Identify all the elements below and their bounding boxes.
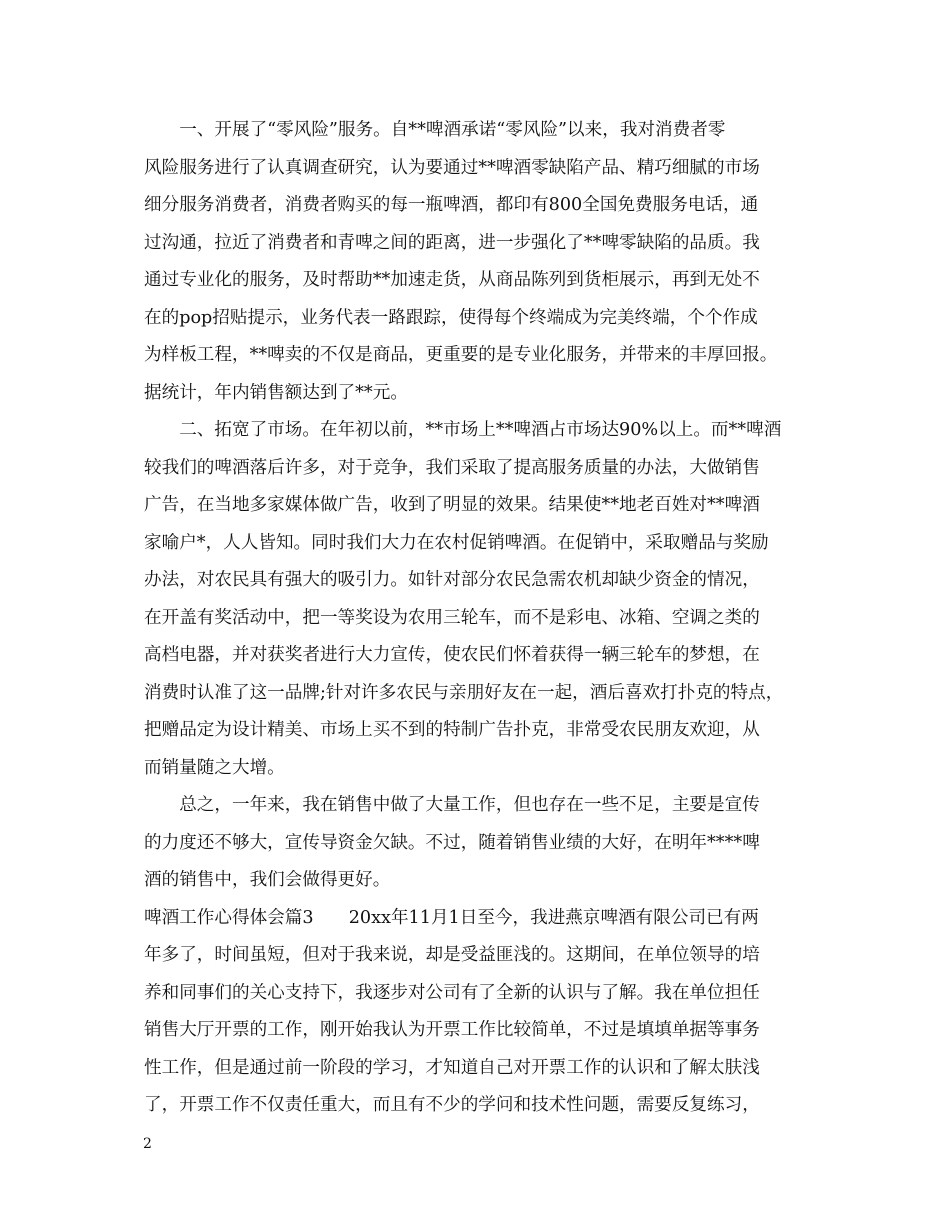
text-line: 的力度还不够大，宣传导资金欠缺。不过，随着销售业绩的大好，在明年****啤 [144, 832, 760, 853]
text-line: 养和同事们的关心支持下，我逐步对公司有了全新的认识与了解。我在单位担任 [144, 982, 760, 1003]
text-line: 而销量随之大增。 [144, 757, 285, 778]
text-line: 细分服务消费者，消费者购买的每一瓶啤酒，都印有800全国免费服务电话，通 [144, 195, 759, 215]
text-line: 在的pop招贴提示，业务代表一路跟踪，使得每个终端成为完美终端，个个作成 [144, 307, 758, 328]
text-line: 啤酒工作心得体会篇3 20xx年11月1日至今，我进燕京啤酒有限公司已有两 [144, 907, 759, 928]
text-line: 把赠品定为设计精美、市场上买不到的特制广告扑克，非常受农民朋友欢迎，从 [144, 720, 760, 740]
text-line: 酒的销售中，我们会做得更好。 [144, 870, 391, 890]
text-line: 在开盖有奖活动中，把一等奖设为农用三轮车，而不是彩电、冰箱、空调之类的 [144, 607, 760, 628]
text-line: 一、开展了“零风险”服务。自**啤酒承诺“零风险”以来，我对消费者零 [144, 120, 726, 140]
text-line: 高档电器，并对获奖者进行大力宣传，使农民们怀着获得一辆三轮车的梦想，在 [144, 645, 760, 665]
text-line: 通过专业化的服务，及时帮助**加速走货，从商品陈列到货柜展示，再到无处不 [144, 270, 760, 290]
text-line: 二、拓宽了市场。在年初以前，**市场上**啤酒占市场达90%以上。而**啤酒 [144, 420, 782, 440]
page-number: 2 [143, 1136, 152, 1152]
document-body [144, 112, 824, 1125]
text-line: 年多了，时间虽短，但对于我来说，却是受益匪浅的。这期间，在单位领导的培 [144, 945, 760, 965]
text-line: 家喻户*，人人皆知。同时我们大力在农村促销啤酒。在促销中，采取赠品与奖励 [144, 532, 769, 553]
text-line: 过沟通，拉近了消费者和青啤之间的距离，进一步强化了**啤零缺陷的品质。我 [144, 232, 760, 253]
text-line: 了，开票工作不仅责任重大，而且有不少的学问和技术性问题，需要反复练习， [144, 1095, 760, 1115]
text-line: 性工作，但是通过前一阶段的学习，才知道自己对开票工作的认识和了解太肤浅 [144, 1057, 760, 1078]
text-line: 较我们的啤酒落后许多，对于竞争，我们采取了提高服务质量的办法，大做销售 [144, 457, 760, 478]
text-line: 为样板工程，**啤卖的不仅是商品，更重要的是专业化服务，并带来的丰厚回报。 [144, 345, 778, 365]
text-line: 总之，一年来，我在销售中做了大量工作，但也存在一些不足，主要是宣传 [144, 795, 760, 815]
text-line: 广告，在当地多家媒体做广告，收到了明显的效果。结果使**地老百姓对**啤酒 [144, 495, 760, 515]
text-line: 办法，对农民具有强大的吸引力。如针对部分农民急需农机却缺少资金的情况， [144, 570, 760, 590]
text-line: 销售大厅开票的工作，刚开始我认为开票工作比较简单，不过是填填单据等事务 [144, 1020, 760, 1040]
text-line: 风险服务进行了认真调查研究，认为要通过**啤酒零缺陷产品、精巧细腻的市场 [144, 157, 760, 178]
text-line: 消费时认准了这一品牌;针对许多农民与亲朋好友在一起，酒后喜欢打扑克的特点， [144, 682, 784, 703]
text-line: 据统计，年内销售额达到了**元。 [144, 382, 408, 403]
